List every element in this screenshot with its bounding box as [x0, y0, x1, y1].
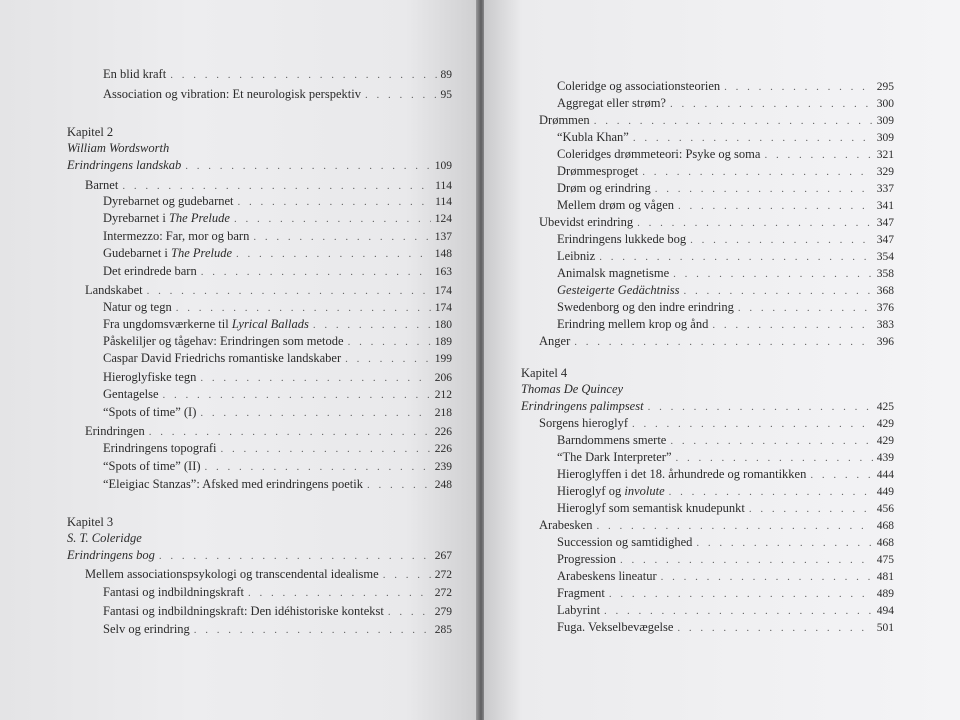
toc-entry-title: Gesteigerte Gedächtniss — [557, 283, 680, 297]
dot-leader — [696, 535, 872, 551]
dot-leader — [365, 87, 437, 103]
toc-entry — [103, 193, 452, 210]
toc-entry-page-number: 354 — [876, 251, 894, 263]
toc-entry — [557, 619, 894, 636]
toc-entry-title: Sorgens hieroglyf — [539, 416, 628, 430]
toc-entry-page-number: 95 — [440, 89, 452, 101]
toc-entry — [557, 432, 894, 449]
toc-entry — [85, 177, 452, 194]
dot-leader — [677, 620, 872, 636]
toc-entry-title: Aggregat eller strøm? — [557, 96, 666, 110]
toc-entry-page-number: 489 — [876, 588, 894, 600]
dot-leader — [594, 113, 873, 129]
left-page — [0, 0, 478, 720]
toc-entry — [103, 316, 452, 333]
toc-entry — [103, 621, 452, 638]
toc-entry-title: Succession og samtidighed — [557, 535, 693, 549]
dot-leader — [147, 283, 431, 299]
toc-entry-page-number: 475 — [876, 554, 894, 566]
toc-entry-page-number: 109 — [434, 160, 452, 172]
toc-entry-title: Caspar David Friedrichs romantiske landskaber — [103, 351, 342, 365]
toc-entry-page-number: 272 — [434, 569, 452, 581]
toc-entry — [557, 500, 894, 517]
toc-entry-title: “Spots of time” (II) — [103, 459, 201, 473]
toc-entry — [557, 146, 894, 163]
toc-entry — [85, 566, 452, 583]
toc-entry — [103, 350, 452, 367]
toc-entry — [103, 66, 452, 83]
toc-entry — [539, 214, 894, 231]
toc-entry-title: Anger — [539, 334, 571, 348]
dot-leader — [238, 194, 432, 210]
toc-entry — [557, 180, 894, 197]
toc-entry-title: Det erindrede barn — [103, 264, 197, 278]
toc-entry-page-number: 321 — [876, 149, 894, 161]
toc-entry-title: Landskabet — [85, 283, 143, 297]
toc-entry-page-number: 396 — [876, 336, 894, 348]
toc-entry-title: Progression — [557, 552, 617, 566]
toc-entry — [103, 386, 452, 403]
dot-leader — [669, 484, 873, 500]
toc-entry-page-number: 174 — [434, 302, 452, 314]
toc-entry-page-number: 347 — [876, 217, 894, 229]
toc-entry — [557, 299, 894, 316]
dot-leader — [738, 300, 873, 316]
toc-entry-title: Mellem drøm og vågen — [557, 198, 674, 212]
toc-entry — [557, 95, 894, 112]
toc-entry — [85, 423, 452, 440]
dot-leader — [176, 300, 431, 316]
toc-entry-page-number: 218 — [434, 407, 452, 419]
toc-entry-page-number: 456 — [876, 503, 894, 515]
toc-entry-title: Swedenborg og den indre erindring — [557, 300, 734, 314]
dot-leader — [642, 164, 873, 180]
toc-entry — [103, 440, 452, 457]
toc-entry-page-number: 429 — [876, 435, 894, 447]
dot-leader — [149, 424, 431, 440]
dot-leader — [200, 405, 430, 421]
toc-entry-page-number: 295 — [876, 81, 894, 93]
toc-entry-title: Gudebarnet i The Prelude — [103, 246, 233, 260]
dot-leader — [234, 211, 431, 227]
toc-entry-page-number: 124 — [434, 213, 452, 225]
toc-entry — [557, 197, 894, 214]
dot-leader — [599, 249, 873, 265]
dot-leader — [194, 622, 431, 638]
toc-entry — [103, 584, 452, 601]
italic-title-fragment: involute — [624, 484, 665, 498]
toc-entry — [103, 228, 452, 245]
toc-entry-title: Association og vibration: Et neurologisk perspektiv — [103, 87, 361, 101]
dot-leader — [313, 317, 431, 333]
toc-entry-title: Erindringens bog — [67, 548, 155, 562]
dot-leader — [676, 450, 873, 466]
chapter-author: William Wordsworth — [67, 141, 170, 155]
toc-entry-title: Gentagelse — [103, 387, 159, 401]
dot-leader — [253, 229, 430, 245]
toc-entry — [103, 263, 452, 280]
dot-leader — [637, 215, 873, 231]
toc-entry-page-number: 279 — [434, 606, 452, 618]
chapter-label: Kapitel 3 — [67, 515, 114, 529]
toc-entry-title: “Spots of time” (I) — [103, 405, 197, 419]
dot-leader — [248, 585, 431, 601]
toc-entry-title: Drømmen — [539, 113, 590, 127]
toc-entry-title: Erindringens topografi — [103, 441, 217, 455]
dot-leader — [345, 351, 431, 367]
toc-entry — [521, 398, 894, 415]
toc-entry — [557, 534, 894, 551]
toc-entry-title: Påskeliljer og tågehav: Erindringen som metode — [103, 334, 344, 348]
toc-entry — [103, 299, 452, 316]
dot-leader — [620, 552, 873, 568]
toc-entry-title: Drømmesproget — [557, 164, 639, 178]
toc-entry — [103, 404, 452, 421]
toc-entry-page-number: 341 — [876, 200, 894, 212]
toc-entry-page-number: 272 — [434, 587, 452, 599]
dot-leader — [201, 264, 431, 280]
toc-entry-page-number: 226 — [434, 426, 452, 438]
toc-entry-page-number: 439 — [876, 452, 894, 464]
toc-entry-title: Hieroglyfiske tegn — [103, 370, 197, 384]
toc-entry — [103, 333, 452, 350]
toc-entry-title: En blid kraft — [103, 67, 167, 81]
toc-entry — [67, 547, 452, 564]
dot-leader — [604, 603, 873, 619]
toc-entry-title: Fra ungdomsværkerne til Lyrical Ballads — [103, 317, 309, 331]
toc-entry-page-number: 376 — [876, 302, 894, 314]
toc-entry — [103, 245, 452, 262]
toc-entry-page-number: 285 — [434, 624, 452, 636]
toc-entry-page-number: 429 — [876, 418, 894, 430]
toc-entry — [539, 333, 894, 350]
toc-entry-page-number: 347 — [876, 234, 894, 246]
chapter-label: Kapitel 2 — [67, 125, 114, 139]
dot-leader — [367, 477, 431, 493]
toc-entry — [557, 483, 894, 500]
dot-leader — [122, 178, 431, 194]
italic-title-fragment: Lyrical Ballads — [231, 317, 309, 331]
dot-leader — [236, 246, 431, 262]
italic-title-fragment: The Prelude — [168, 211, 230, 225]
toc-entry-title: Dyrebarnet i The Prelude — [103, 211, 230, 225]
toc-entry-page-number: 212 — [434, 389, 452, 401]
toc-entry-title: Hieroglyf og involute — [557, 484, 665, 498]
toc-entry-title: “Kubla Khan” — [557, 130, 629, 144]
toc-entry-title: Selv og erindring — [103, 622, 190, 636]
toc-entry-page-number: 368 — [876, 285, 894, 297]
toc-entry — [539, 112, 894, 129]
toc-entry-title: Animalsk magnetisme — [557, 266, 670, 280]
toc-entry — [557, 449, 894, 466]
toc-entry — [539, 517, 894, 534]
toc-entry-page-number: 189 — [434, 336, 452, 348]
toc-entry — [557, 602, 894, 619]
toc-entry-page-number: 267 — [434, 550, 452, 562]
toc-entry-title: Fragment — [557, 586, 605, 600]
toc-entry-page-number: 114 — [435, 180, 452, 192]
dot-leader — [633, 130, 873, 146]
toc-entry-title: Labyrint — [557, 603, 601, 617]
toc-entry-title: Fantasi og indbildningskraft — [103, 585, 244, 599]
toc-entry-title: Natur og tegn — [103, 300, 172, 314]
toc-entry-page-number: 494 — [876, 605, 894, 617]
toc-entry-page-number: 468 — [876, 537, 894, 549]
toc-entry-page-number: 481 — [876, 571, 894, 583]
dot-leader — [678, 198, 873, 214]
toc-entry — [103, 458, 452, 475]
dot-leader — [749, 501, 873, 517]
toc-entry-page-number: 137 — [434, 231, 452, 243]
toc-entry-page-number: 309 — [876, 132, 894, 144]
toc-entry-page-number: 300 — [876, 98, 894, 110]
toc-entry-title: Erindring mellem krop og ånd — [557, 317, 709, 331]
dot-leader — [684, 283, 873, 299]
dot-leader — [596, 518, 872, 534]
toc-entry-title: Coleridges drømmeteori: Psyke og soma — [557, 147, 761, 161]
toc-entry-title: Erindringens lukkede bog — [557, 232, 687, 246]
dot-leader — [609, 586, 873, 602]
toc-entry-page-number: 468 — [876, 520, 894, 532]
toc-entry-page-number: 248 — [434, 479, 452, 491]
toc-entry-title: Fuga. Vekselbevægelse — [557, 620, 674, 634]
toc-entry-title: Barnet — [85, 178, 119, 192]
toc-entry-page-number: 89 — [440, 69, 452, 81]
toc-entry — [557, 248, 894, 265]
toc-entry-title: Drøm og erindring — [557, 181, 651, 195]
toc-entry — [557, 163, 894, 180]
toc-entry-title: Ubevidst erindring — [539, 215, 634, 229]
toc-entry — [103, 476, 452, 493]
dot-leader — [670, 433, 872, 449]
dot-leader — [764, 147, 872, 163]
toc-entry-title: Barndommens smerte — [557, 433, 667, 447]
toc-entry-page-number: 383 — [876, 319, 894, 331]
toc-entry-page-number: 180 — [434, 319, 452, 331]
toc-entry-page-number: 239 — [434, 461, 452, 473]
toc-entry — [539, 415, 894, 432]
toc-entry-title: Erindringens palimpsest — [521, 399, 644, 413]
toc-entry-page-number: 358 — [876, 268, 894, 280]
toc-entry-page-number: 501 — [876, 622, 894, 634]
dot-leader — [200, 370, 430, 386]
chapter-label: Kapitel 4 — [521, 366, 568, 380]
toc-entry-page-number: 309 — [876, 115, 894, 127]
toc-entry-title: Erindringen — [85, 424, 145, 438]
dot-leader — [574, 334, 873, 350]
toc-entry — [557, 231, 894, 248]
toc-entry — [557, 585, 894, 602]
right-page — [484, 0, 960, 720]
dot-leader — [673, 266, 873, 282]
toc-entry-title: Erindringens landskab — [67, 158, 182, 172]
toc-entry — [103, 603, 452, 620]
toc-entry-page-number: 163 — [434, 266, 452, 278]
toc-entry — [103, 369, 452, 386]
dot-leader — [661, 569, 873, 585]
dot-leader — [632, 416, 873, 432]
dot-leader — [163, 387, 431, 403]
toc-entry — [557, 466, 894, 483]
toc-entry-title: Mellem associationspsykologi og transcendental idealisme — [85, 567, 379, 581]
dot-leader — [221, 441, 431, 457]
toc-entry-page-number: 425 — [876, 401, 894, 413]
dot-leader — [655, 181, 873, 197]
toc-entry-page-number: 449 — [876, 486, 894, 498]
toc-entry-title: Hieroglyf som semantisk knudepunkt — [557, 501, 745, 515]
toc-entry-page-number: 174 — [434, 285, 452, 297]
dot-leader — [383, 567, 431, 583]
toc-entry-title: Arabesken — [539, 518, 593, 532]
toc-entry — [557, 265, 894, 282]
toc-entry-title: Dyrebarnet og gudebarnet — [103, 194, 234, 208]
chapter-author: Thomas De Quincey — [521, 382, 624, 396]
dot-leader — [205, 459, 431, 475]
dot-leader — [810, 467, 872, 483]
dot-leader — [388, 604, 431, 620]
toc-entry-title: “Eleigiac Stanzas”: Afsked med erindringens poetik — [103, 477, 363, 491]
toc-entry — [557, 568, 894, 585]
toc-entry-title: Hieroglyffen i det 18. århundrede og romantikken — [557, 467, 807, 481]
toc-entry — [103, 210, 452, 227]
toc-entry-page-number: 226 — [434, 443, 452, 455]
toc-entry — [557, 282, 894, 299]
toc-entry-title: Fantasi og indbildningskraft: Den idéhistoriske kontekst — [103, 604, 384, 618]
dot-leader — [185, 158, 431, 174]
toc-entry-title: “The Dark Interpreter” — [557, 450, 672, 464]
toc-entry-title: Arabeskens lineatur — [557, 569, 657, 583]
toc-entry-page-number: 444 — [876, 469, 894, 481]
dot-leader — [712, 317, 872, 333]
toc-entry-page-number: 148 — [434, 248, 452, 260]
toc-entry-page-number: 329 — [876, 166, 894, 178]
toc-entry-title: Intermezzo: Far, mor og barn — [103, 229, 250, 243]
dot-leader — [348, 334, 431, 350]
toc-entry — [67, 157, 452, 174]
italic-title-fragment: The Prelude — [171, 246, 233, 260]
toc-entry — [103, 86, 452, 103]
dot-leader — [648, 399, 873, 415]
dot-leader — [724, 79, 873, 95]
dot-leader — [670, 96, 873, 112]
toc-entry — [557, 316, 894, 333]
toc-entry-title: Coleridge og associationsteorien — [557, 79, 721, 93]
toc-entry-title: Leibniz — [557, 249, 596, 263]
toc-entry-page-number: 206 — [434, 372, 452, 384]
toc-entry — [85, 282, 452, 299]
dot-leader — [690, 232, 873, 248]
dot-leader — [170, 67, 436, 83]
toc-entry — [557, 129, 894, 146]
toc-entry — [557, 551, 894, 568]
toc-entry-page-number: 337 — [876, 183, 894, 195]
toc-entry-page-number: 199 — [434, 353, 452, 365]
chapter-author: S. T. Coleridge — [67, 531, 142, 545]
toc-entry — [557, 78, 894, 95]
dot-leader — [159, 548, 431, 564]
toc-entry-page-number: 114 — [435, 196, 452, 208]
